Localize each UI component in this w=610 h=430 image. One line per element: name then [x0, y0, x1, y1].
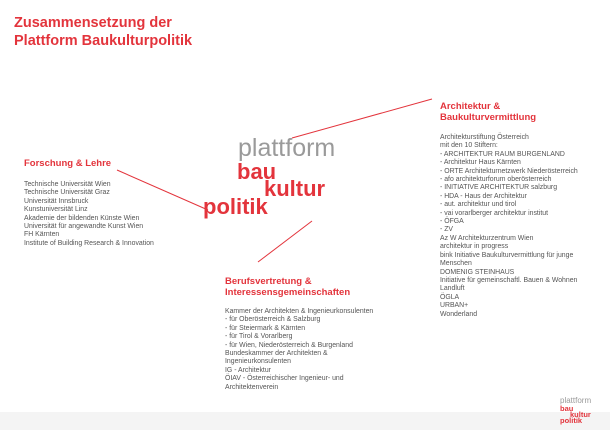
list-item: - für Wien, Niederösterreich & Burgenland — [225, 341, 353, 349]
footer-bar — [0, 412, 610, 430]
list-item: Universität für angewandte Kunst Wien — [24, 223, 144, 231]
list-item: - INITIATIVE ARCHITEKTUR salzburg — [440, 184, 558, 192]
list-item: Az W Architekturzentrum Wien — [440, 234, 534, 242]
list-item: Architektenverein — [225, 383, 279, 391]
list-item: Menschen — [440, 260, 472, 268]
list-item: Architekturstiftung Österreich — [440, 134, 529, 141]
right-group-list — [440, 134, 578, 319]
list-item: Ingenieurkonsulenten — [225, 358, 291, 366]
list-item: Technische Universität Wien — [24, 181, 111, 188]
right-group-heading-line1: Architektur & — [440, 101, 501, 112]
list-item: Universität Innsbruck — [24, 197, 89, 205]
list-item: Initiative für gemeinschaftl. Bauen & Wohnen — [440, 276, 578, 284]
list-item: Kammer der Architekten & Ingenieurkonsulenten — [225, 308, 374, 315]
list-item: - für Tirol & Vorarlberg — [225, 333, 293, 341]
list-item: - ORTE Architekturnetzwerk Niederösterreich — [440, 167, 578, 175]
list-item: mit den 10 Stiftern: — [440, 142, 498, 150]
bottom-group-list — [225, 308, 373, 392]
list-item: - ZV — [440, 226, 454, 234]
corner-logo-politik: politik — [560, 416, 583, 425]
list-item: ÖGLA — [440, 293, 460, 301]
corner-logo-bau: bau — [560, 404, 574, 413]
list-item: - aut. architektur und tirol — [440, 201, 517, 209]
left-group-heading: Forschung & Lehre — [24, 158, 112, 169]
list-item: - Architektur Haus Kärnten — [440, 159, 521, 167]
connector-bottom — [258, 221, 312, 262]
slide-title-line1: Zusammensetzung der — [14, 15, 172, 31]
list-item: Technische Universität Graz — [24, 189, 110, 197]
list-item: bink Initiative Baukulturvermittlung für junge — [440, 251, 574, 259]
left-group-list — [24, 181, 154, 248]
list-item: Landluft — [440, 285, 465, 293]
list-item: - ÖFGA — [440, 218, 464, 226]
logo-word-plattform: plattform — [238, 134, 336, 162]
list-item: ÖIAV - Österreichischer Ingenieur- und — [225, 375, 344, 383]
bottom-group-heading-line1: Berufsvertretung & — [225, 276, 312, 287]
list-item: IG - Architektur — [225, 366, 271, 374]
list-item: Bundeskammer der Architekten & — [225, 350, 328, 358]
slide-title-line2: Plattform Baukulturpolitik — [14, 33, 193, 49]
list-item: Institute of Building Research & Innovation — [24, 239, 154, 247]
list-item: - ARCHITEKTUR RAUM BURGENLAND — [440, 150, 565, 158]
logo-word-bau: bau — [237, 159, 277, 184]
list-item: - für Oberösterreich & Salzburg — [225, 316, 321, 324]
list-item: URBAN+ — [440, 302, 469, 310]
list-item: - für Steiermark & Kärnten — [225, 324, 306, 332]
bottom-group-heading — [225, 276, 350, 298]
logo-word-politik: politik — [203, 194, 268, 219]
right-group-heading-line2: Baukulturvermittlung — [440, 112, 537, 123]
corner-logo-kultur: kultur — [570, 410, 591, 419]
list-item: FH Kärnten — [24, 231, 60, 239]
bottom-group-heading-line2: Interessensgemeinschaften — [225, 287, 351, 298]
corner-logo-plattform: plattform — [560, 396, 592, 405]
list-item: DOMENIG STEINHAUS — [440, 268, 515, 276]
list-item: - vai vorarlberger architektur institut — [440, 209, 548, 217]
corner-logo — [560, 396, 610, 430]
connector-right — [292, 99, 432, 138]
list-item: architektur in progress — [440, 243, 509, 251]
list-item: - HDA - Haus der Architektur — [440, 192, 527, 200]
list-item: Kunstuniversität Linz — [24, 206, 88, 214]
logo-word-kultur: kultur — [264, 176, 326, 201]
list-item: - afo architekturforum oberösterreich — [440, 176, 552, 184]
list-item: Wonderland — [440, 310, 478, 318]
right-group-heading — [440, 101, 536, 123]
list-item: Akademie der bildenden Künste Wien — [24, 214, 140, 222]
